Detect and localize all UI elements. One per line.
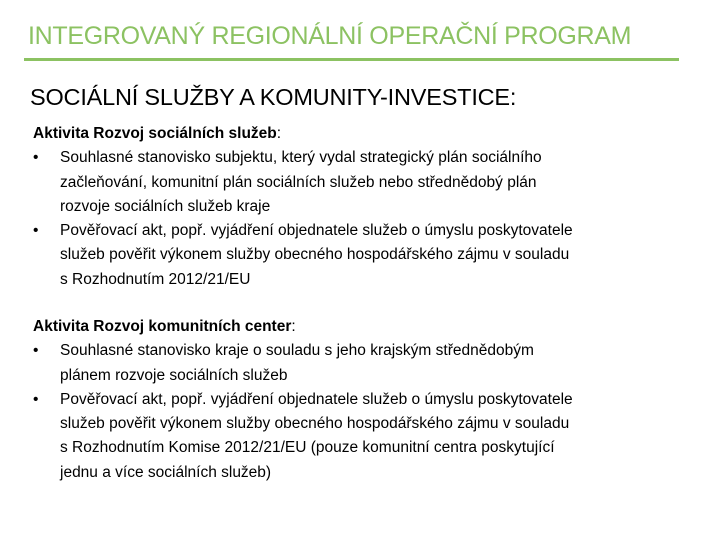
list-item (33, 339, 573, 388)
slide-subtitle: SOCIÁLNÍ SLUŽBY A KOMUNITY-INVESTICE: (30, 84, 517, 110)
bullet-icon: • (33, 390, 39, 408)
list-item-line: Souhlasné stanovisko kraje o souladu s jeho krajským střednědobým (60, 342, 534, 360)
list-item-line: s Rozhodnutím Komise 2012/21/EU (pouze komunitní centra poskytující (60, 439, 555, 457)
title-divider (24, 58, 679, 61)
section-social-services (33, 122, 573, 292)
heading-colon: : (276, 125, 282, 142)
list-item (33, 388, 573, 485)
list-item-line: služeb pověřit výkonem služby obecného hospodářského zájmu v souladu (60, 415, 570, 433)
program-title: INTEGROVANÝ REGIONÁLNÍ OPERAČNÍ PROGRAM (28, 22, 632, 50)
heading-colon: : (291, 318, 296, 335)
list-item (33, 146, 573, 219)
list-item-line: služeb pověřit výkonem služby obecného hospodářského zájmu v souladu (60, 246, 570, 264)
bullet-icon: • (33, 149, 39, 167)
bullet-icon: • (33, 222, 39, 240)
bullet-icon: • (33, 342, 39, 360)
list-item-line: plánem rozvoje sociálních služeb (60, 366, 288, 384)
list-item-line: jednu a více sociálních služeb) (60, 463, 272, 481)
section-heading (33, 122, 573, 146)
section-heading (33, 315, 573, 339)
section-community-centers (33, 315, 573, 485)
list-item-line: začleňování, komunitní plán sociálních služeb nebo střednědobý plán (60, 173, 537, 191)
list-item-line: rozvoje sociálních služeb kraje (60, 197, 271, 215)
list-item-line: Souhlasné stanovisko subjektu, který vydal strategický plán sociálního (60, 149, 542, 167)
list-item-line: Pověřovací akt, popř. vyjádření objednatele služeb o úmyslu poskytovatele (60, 390, 573, 408)
list-item-line: Pověřovací akt, popř. vyjádření objednatele služeb o úmyslu poskytovatele (60, 222, 573, 240)
section-heading-text: Aktivita Rozvoj komunitních center (33, 318, 292, 335)
section-heading-text: Aktivita Rozvoj sociálních služeb (33, 125, 277, 142)
list-item (33, 219, 573, 292)
list-item-line: s Rozhodnutím 2012/21/EU (60, 270, 251, 288)
